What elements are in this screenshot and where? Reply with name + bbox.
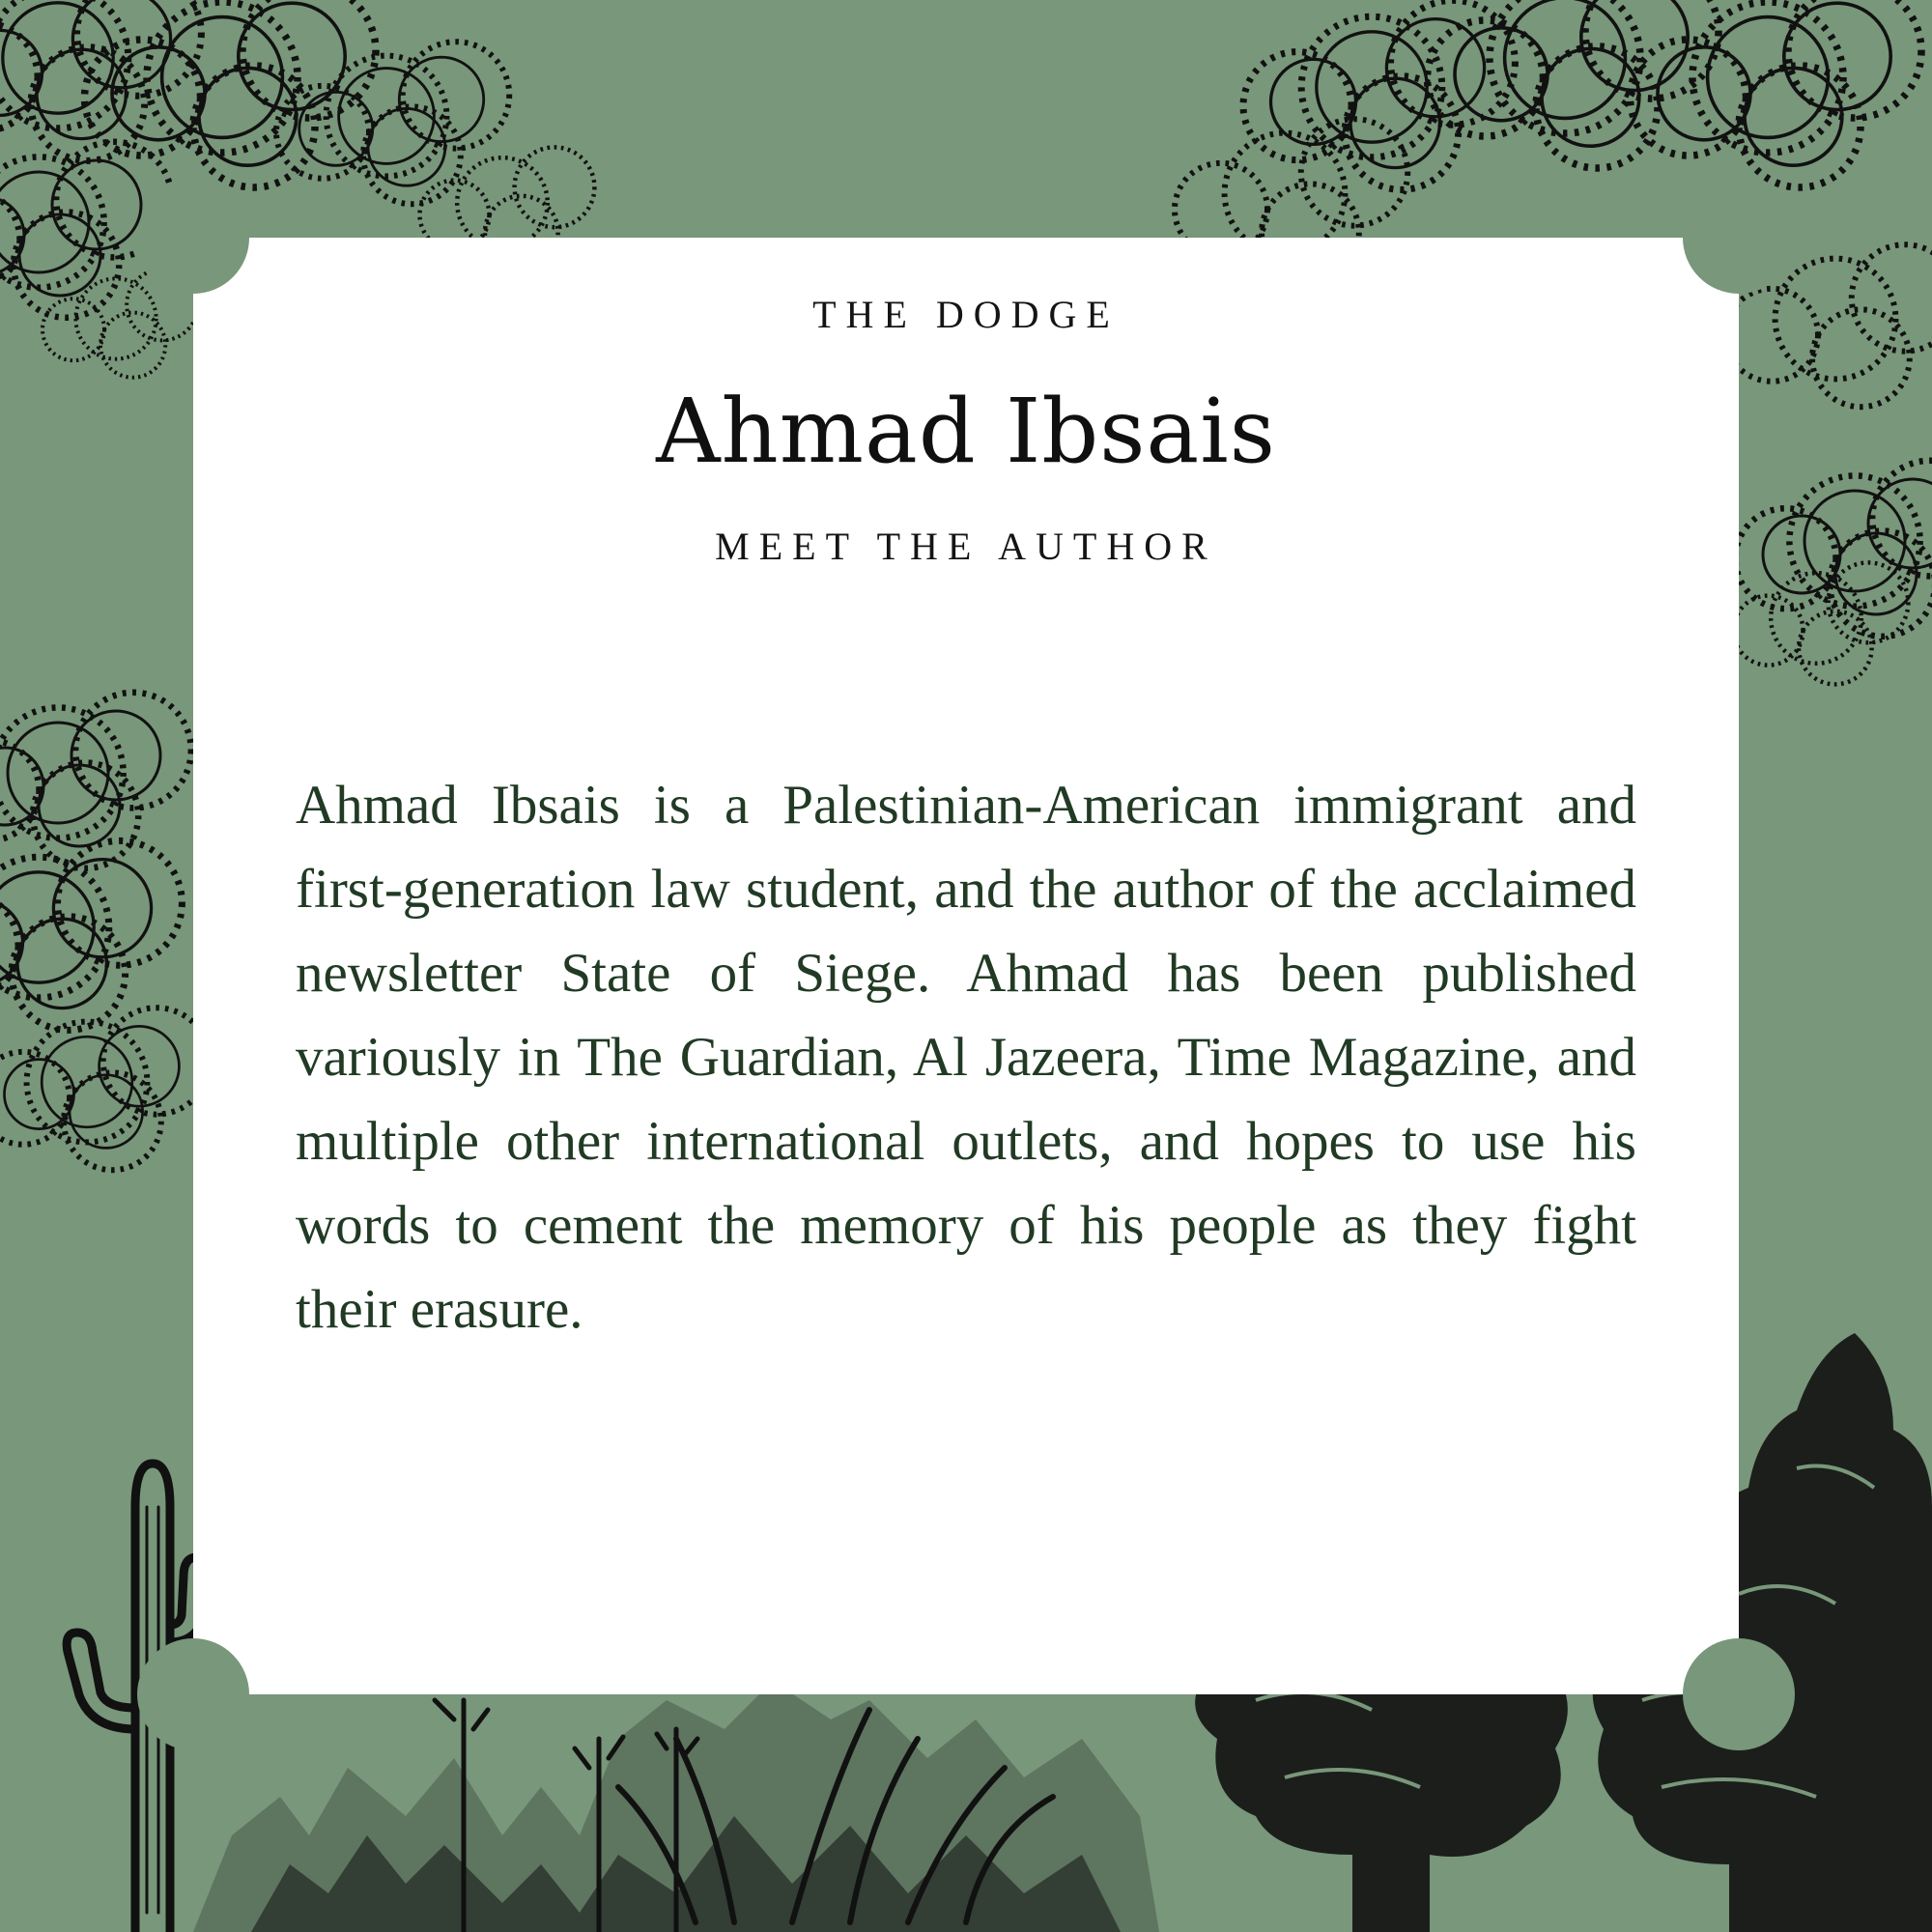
desert-brush-illustration: [193, 1681, 1159, 1932]
card-corner-notch: [137, 182, 249, 294]
card-corner-notch: [1683, 182, 1795, 294]
author-bio: Ahmad Ibsais is a Palestinian-American immigrant and first-generation law student, and the author of the acclaimed newsletter State of Siege. Ahmad has been published variously in The Guardian, Al Jazeera, Time Magazine, and multiple other international outlets, and hopes to use his words to cement the memory of his people as they fight their erasure.: [296, 775, 1636, 1340]
card-corner-notch: [137, 1638, 249, 1750]
section-subtitle: MEET THE AUTHOR: [715, 525, 1217, 568]
card-corner-notch: [1683, 1638, 1795, 1750]
author-name-heading: Ahmad Ibsais: [656, 380, 1276, 483]
publication-name: THE DODGE: [812, 293, 1120, 336]
